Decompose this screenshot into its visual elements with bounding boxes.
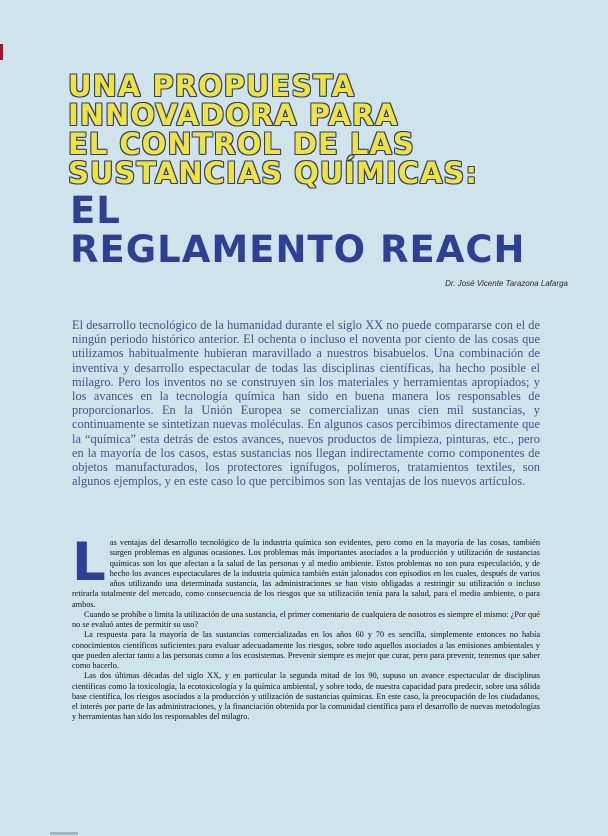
author-byline: Dr. José Vicente Tarazona Lafarga <box>445 279 568 288</box>
drop-cap: L <box>72 532 106 593</box>
article-body <box>72 532 540 723</box>
body-paragraph: Las dos últimas décadas del siglo XX, y en particular la segunda mitad de los 90, supuso un avance espectacular de disciplinas científicas como la toxicología, la ecotoxicología y la química ambiental, y sobre todo, de nuestra capacidad para predecir, sobre una sólida base científica, los riesgos asociados a la producción y utilización de sustancias químicas. En este caso, la preocupación de los ciudadanos, el interés por parte de las administraciones, y la financiación obtenida por la comunidad científica para el desarrollo de nuevas metodologías y herramientas han sido los responsables del milagro. <box>72 671 540 722</box>
title-highlight-block <box>68 69 568 190</box>
title-line: EL <box>70 189 121 232</box>
page-bottom-mark <box>50 832 78 835</box>
body-paragraph: La respuesta para la mayoría de las sustancias comercializadas en los años 60 y 70 es sencilla, simplemente entonces no había conocimientos científicos suficientes para evaluar adecuadamente los riesgos, sobre todo aquellos asociados a las emisiones ambientales y que pueden afectar tanto a las personas como a los ecosistemas. Prevenir siempre es mejor que curar, pero para prevenir, tenemos que saber como hacerlo. <box>72 630 540 670</box>
body-paragraph: Cuando se prohíbe o limita la utilización de una sustancia, el primer comentario de cualquiera de nosotros es siempre el mismo: ¿Por qué no se evaluó antes de permitir su uso? <box>72 609 540 629</box>
title-line: SUSTANCIAS QUÍMICAS: <box>68 156 478 190</box>
body-paragraph <box>72 532 540 610</box>
lead-paragraph: El desarrollo tecnológico de la humanidad durante el siglo XX no puede compararse con el de ningún periodo histórico anterior. El ochenta o incluso el noventa por ciento de las cosas que utilizamos habitualmente hubieran maravillado a nuestros bisabuelos. Una combinación de inventiva y desarrollo espectacular de todas las disciplinas científicas, ha hecho posible el milagro. Pero los inventos no se construyen sin los materiales y herramientas apropiados; y los avances en la tecnología química han sido en buena manera los responsables de proporcionarlos. En la Unión Europea se comercializan unas cien mil sustancias, y continuamente se sintetizan nuevas moléculas. En algunos casos percibimos directamente que la “química” esta detrás de estos avances, nuevos productos de limpieza, pinturas, etc., pero en la mayoría de los casos, estas sustancias nos llegan indirectamente como componentes de objetos manufacturados, los protectores ignífugos, polímeros, tratamientos textiles, son algunos ejemplos, y en este caso lo que percibimos son las ventajas de los nuevos artículos. <box>72 318 540 489</box>
body-paragraph-text: as ventajas del desarrollo tecnológico de la industria química son evidentes, pero como en la mayoría de las cosas, también surgen problemas en algunas ocasiones. Los problemas más importantes asociados a la producción y utilización de sustancias químicas son los que afectan a la salud de las personas y al medio ambiente. Estos problemas no son pura especulación, y de hecho los avances espectaculares de la industria química también están jalonados con episodios en los cuales, después de varios años utilizando una determinada sustancia, las administraciones se han visto obligadas a restringir su utilización o incluso retirarla totalmente del mercado, como consecuencia de los riesgos que su utilización tenía para la salud, para el medio ambiente, o para ambos. <box>72 538 540 609</box>
title-line: REGLAMENTO REACH <box>70 228 526 271</box>
page-edge-mark <box>0 44 3 60</box>
title-main-block <box>70 191 570 269</box>
title-line: EL CONTROL DE LAS <box>68 127 415 161</box>
title-line: INNOVADORA PARA <box>68 98 399 132</box>
title-line: UNA PROPUESTA <box>68 69 356 103</box>
